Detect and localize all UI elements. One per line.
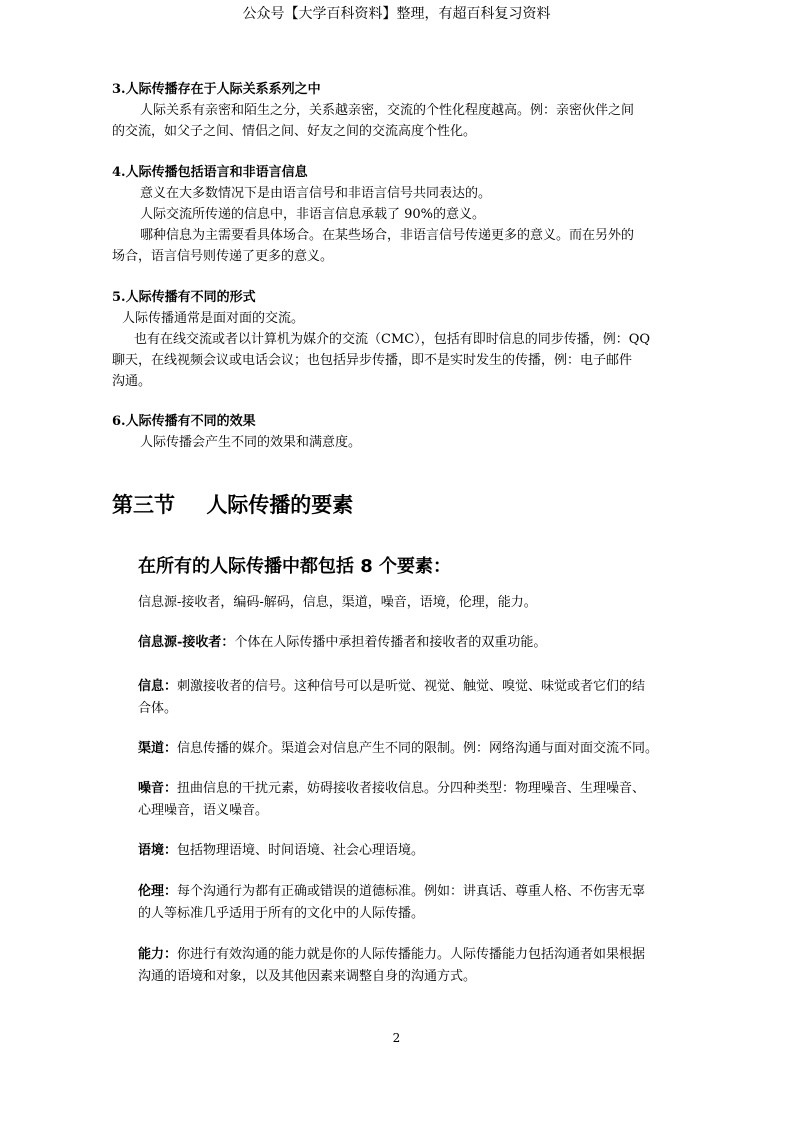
element-desc: 刺激接收者的信号。这种信号可以是听觉、视觉、触觉、嗅觉、味觉或者它们的结 xyxy=(177,679,646,694)
element-list: 信息源-接收者，编码-解码，信息，渠道，噪音，语境，伦理，能力。 xyxy=(138,595,537,610)
element-competence xyxy=(138,944,686,988)
element-context xyxy=(138,840,686,862)
element-term: 语境： xyxy=(138,843,178,858)
element-desc: 合体。 xyxy=(138,701,178,716)
element-term: 伦理： xyxy=(138,884,178,899)
page-header: 公众号【大学百科资料】整理，有超百科复习资料 xyxy=(242,6,551,22)
section-title-text: 人际传播的要素 xyxy=(206,493,354,517)
section-heading: 3.人际传播存在于人际关系系列之中 xyxy=(112,82,321,97)
element-term: 能力： xyxy=(138,947,178,962)
section-4 xyxy=(112,163,682,267)
element-message xyxy=(138,676,686,720)
paragraph-line: 人际传播会产生不同的效果和满意度。 xyxy=(140,435,362,450)
page-number: 2 xyxy=(392,1031,401,1045)
paragraph-line: 也有在线交流或者以计算机为媒介的交流（CMC），包括有即时信息的同步传播，例：QQ xyxy=(134,332,651,347)
paragraph-line: 沟通。 xyxy=(112,374,152,389)
element-term: 信息源-接收者： xyxy=(138,635,235,650)
section-heading: 6.人际传播有不同的效果 xyxy=(112,414,256,429)
element-desc: 包括物理语境、时间语境、社会心理语境。 xyxy=(177,843,425,858)
element-ethics xyxy=(138,881,686,925)
element-source-receiver xyxy=(138,632,686,654)
section-heading: 5.人际传播有不同的形式 xyxy=(112,290,256,305)
element-channel xyxy=(138,738,686,760)
element-desc: 你进行有效沟通的能力就是你的人际传播能力。人际传播能力包括沟通者如果根据 xyxy=(177,947,646,962)
subtitle: 在所有的人际传播中都包括 8 个要素： xyxy=(138,556,452,577)
section-heading: 4.人际传播包括语言和非语言信息 xyxy=(112,165,308,180)
element-desc: 沟通的语境和对象，以及其他因素来调整自身的沟通方式。 xyxy=(138,969,477,984)
element-desc: 信息传播的媒介。渠道会对信息产生不同的限制。例：网络沟通与面对面交流不同。 xyxy=(177,741,659,756)
section-3 xyxy=(112,80,682,142)
paragraph-line: 聊天，在线视频会议或电话会议；也包括异步传播，即不是实时发生的传播，例：电子邮件 xyxy=(112,353,633,368)
section-title xyxy=(112,490,353,520)
element-term: 渠道： xyxy=(138,741,178,756)
element-term: 信息： xyxy=(138,679,178,694)
paragraph-line: 人际关系有亲密和陌生之分，关系越亲密，交流的个性化程度越高。例：亲密伙伴之间 xyxy=(140,103,635,118)
paragraph-line: 场合，语言信号则传递了更多的意义。 xyxy=(112,249,334,264)
element-desc: 的人等标准几乎适用于所有的文化中的人际传播。 xyxy=(138,906,425,921)
paragraph-line: 人际交流所传递的信息中，非语言信息承载了 90%的意义。 xyxy=(140,207,486,222)
paragraph-line: 意义在大多数情况下是由语言信号和非语言信号共同表达的。 xyxy=(140,186,492,201)
section-5 xyxy=(112,288,682,392)
element-noise xyxy=(138,778,686,822)
paragraph-line: 的交流，如父子之间、情侣之间、好友之间的交流高度个性化。 xyxy=(112,124,477,139)
element-desc: 个体在人际传播中承担着传播者和接收者的双重功能。 xyxy=(234,635,547,650)
paragraph-line: 人际传播通常是面对面的交流。 xyxy=(122,311,305,326)
section-6 xyxy=(112,412,682,453)
element-desc: 扭曲信息的干扰元素，妨碍接收者接收信息。分四种类型：物理噪音、生理噪音、 xyxy=(177,781,646,796)
element-desc: 每个沟通行为都有正确或错误的道德标准。例如：讲真话、尊重人格、不伤害无辜 xyxy=(177,884,646,899)
element-term: 噪音： xyxy=(138,781,178,796)
section-number: 第三节 xyxy=(112,493,175,517)
paragraph-line: 哪种信息为主需要看具体场合。在某些场合，非语言信号传递更多的意义。而在另外的 xyxy=(140,228,635,243)
element-desc: 心理噪音，语义噪音。 xyxy=(138,803,269,818)
